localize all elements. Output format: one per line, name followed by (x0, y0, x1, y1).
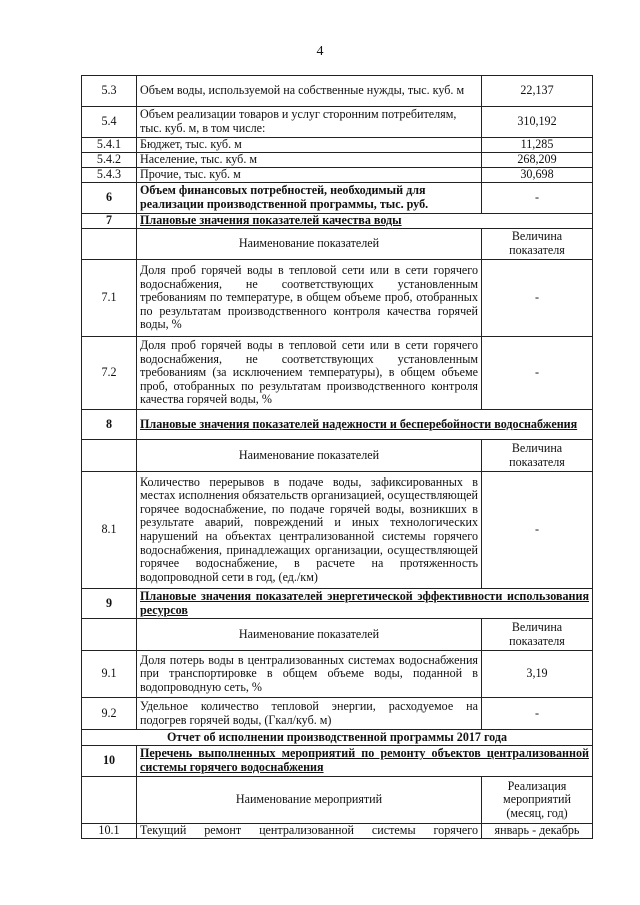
row-number: 5.4 (82, 107, 137, 138)
column-header-name: Наименование мероприятий (137, 777, 482, 824)
section-number: 7 (82, 214, 137, 229)
row-description: Население, тыс. куб. м (137, 153, 482, 168)
column-header-value: Величина показателя (482, 229, 593, 260)
row-description: Прочие, тыс. куб. м (137, 168, 482, 183)
table-row (82, 824, 593, 839)
section-title: Перечень выполненных мероприятий по ремонту объектов централизованной системы горячего водоснабжения (137, 746, 593, 777)
row-value: - (482, 260, 593, 337)
table-row (82, 698, 593, 730)
row-number: 9.1 (82, 651, 137, 698)
column-header-row (82, 777, 593, 824)
table-row (82, 138, 593, 153)
section-row (82, 214, 593, 229)
row-number: 9.2 (82, 698, 137, 730)
row-value: январь - декабрь (482, 824, 593, 839)
section-number: 10 (82, 746, 137, 777)
table-row (82, 183, 593, 214)
empty-cell (82, 619, 137, 651)
row-number: 7.1 (82, 260, 137, 337)
program-table (81, 75, 593, 839)
row-number: 5.4.3 (82, 168, 137, 183)
row-number: 5.4.2 (82, 153, 137, 168)
column-header-name: Наименование показателей (137, 229, 482, 260)
row-number: 5.4.1 (82, 138, 137, 153)
table-row (82, 260, 593, 337)
row-value: 268,209 (482, 153, 593, 168)
row-description: Доля проб горячей воды в тепловой сети или в сети горячего водоснабжения, не соответствующих установленным требованиям по температуре, в общем объеме проб, отобранных по результатам производственного контроля качества горячей воды, % (137, 260, 482, 337)
table-row (82, 107, 593, 138)
section-number: 9 (82, 589, 137, 619)
column-header-name: Наименование показателей (137, 619, 482, 651)
empty-cell (82, 229, 137, 260)
row-value: 3,19 (482, 651, 593, 698)
column-header-row (82, 619, 593, 651)
column-header-value: Величина показателя (482, 440, 593, 472)
row-description: Объем реализации товаров и услуг сторонним потребителям, тыс. куб. м, в том числе: (137, 107, 482, 138)
section-row (82, 410, 593, 440)
row-description: Доля потерь воды в централизованных системах водоснабжения при транспортировке в общем объеме воды, поданной в водопроводную сеть, % (137, 651, 482, 698)
column-header-row (82, 229, 593, 260)
row-number: 6 (82, 183, 137, 214)
section-row (82, 589, 593, 619)
row-number: 5.3 (82, 76, 137, 107)
row-value: - (482, 472, 593, 589)
table-row (82, 76, 593, 107)
section-title: Плановые значения показателей качества воды (137, 214, 593, 229)
column-header-value: Реализация мероприятий (месяц, год) (482, 777, 593, 824)
row-value: 310,192 (482, 107, 593, 138)
row-description: Количество перерывов в подаче воды, зафиксированных в местах исполнения обязательств организацией, осуществляющей горячее водоснабжение, по подаче горячей воды, возникших в результате аварий, повреждений и иных технологических нарушений на объектах централизованной системы горячего водоснабжения, принадлежащих организации, осуществляющей горячее водоснабжение, в расчете на протяженность водопроводной сети в год, (ед./км) (137, 472, 482, 589)
table-row (82, 168, 593, 183)
row-value: 30,698 (482, 168, 593, 183)
row-description: Доля проб горячей воды в тепловой сети или в сети горячего водоснабжения, не соответствующих установленным требованиям (за исключением температуры), в общем объеме проб, отобранных по результатам производственного контроля качества горячей воды, % (137, 337, 482, 410)
report-title: Отчет об исполнении производственной программы 2017 года (82, 730, 593, 746)
section-title: Плановые значения показателей энергетической эффективности использования ресурсов (137, 589, 593, 619)
row-value: - (482, 183, 593, 214)
page-number: 4 (316, 44, 324, 59)
section-row (82, 746, 593, 777)
empty-cell (82, 777, 137, 824)
section-title: Плановые значения показателей надежности и бесперебойности водоснабжения (137, 410, 593, 440)
table-row (82, 651, 593, 698)
section-number: 8 (82, 410, 137, 440)
table-row (82, 337, 593, 410)
row-number: 7.2 (82, 337, 137, 410)
row-value: - (482, 698, 593, 730)
row-value: 11,285 (482, 138, 593, 153)
row-number: 10.1 (82, 824, 137, 839)
row-number: 8.1 (82, 472, 137, 589)
row-value: - (482, 337, 593, 410)
column-header-name: Наименование показателей (137, 440, 482, 472)
table-row (82, 153, 593, 168)
row-description: Текущий ремонт централизованной системы горячего (137, 824, 482, 839)
report-row (82, 730, 593, 746)
empty-cell (82, 440, 137, 472)
table-row (82, 472, 593, 589)
row-description: Объем воды, используемой на собственные нужды, тыс. куб. м (137, 76, 482, 107)
row-description: Удельное количество тепловой энергии, расходуемое на подогрев горячей воды, (Гкал/куб. м) (137, 698, 482, 730)
row-description: Объем финансовых потребностей, необходимый для реализации производственной программы, тыс. руб. (137, 183, 482, 214)
column-header-row (82, 440, 593, 472)
row-description: Бюджет, тыс. куб. м (137, 138, 482, 153)
row-value: 22,137 (482, 76, 593, 107)
column-header-value: Величина показателя (482, 619, 593, 651)
